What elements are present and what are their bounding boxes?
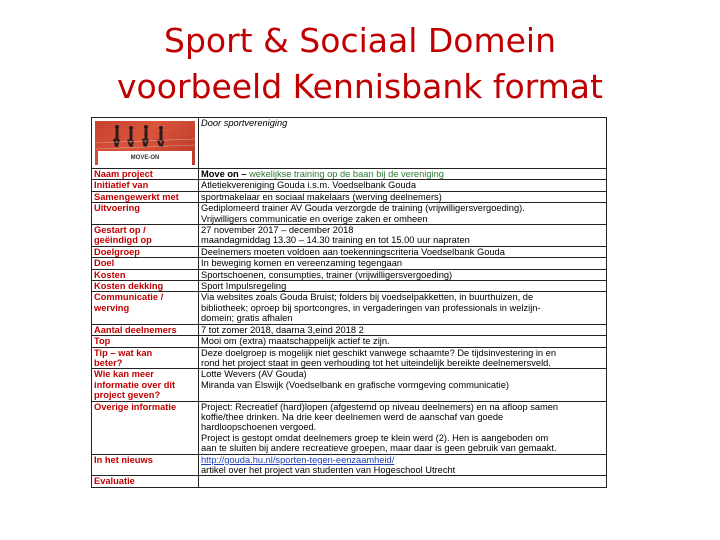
value-line: bibliotheek; oproep bij sportcongres, in vergaderingen van professionals in welzijn- <box>201 302 541 313</box>
row-value: Atletiekvereniging Gouda i.s.m. Voedselbank Gouda <box>199 180 607 191</box>
value-line: Lotte Wevers (AV Gouda) <box>201 369 307 380</box>
value-line: 27 november 2017 – december 2018 <box>201 225 354 236</box>
row-label: Uitvoering <box>92 203 199 225</box>
value-line: hardloopschoenen vergoed. <box>201 422 317 433</box>
table-row <box>92 258 607 269</box>
value-line: Project is gestopt omdat deelnemers groep te klein werd (2). Hen is aangeboden om <box>201 432 549 443</box>
table-row <box>92 169 607 180</box>
row-value: 7 tot zomer 2018, daarna 3,eind 2018 2 <box>199 324 607 335</box>
table-row <box>92 401 607 454</box>
kennisbank-table <box>91 117 607 488</box>
row-value <box>199 292 607 324</box>
row-label: Naam project <box>92 169 199 180</box>
row-value: sportmakelaar en sociaal makelaars (werving deelnemers) <box>199 191 607 202</box>
value-line: Deze doelgroep is mogelijk niet geschikt vanwege schaamte? De tijdsinvestering in en <box>201 347 557 358</box>
table-row <box>92 336 607 347</box>
row-value: Sport Impulsregeling <box>199 281 607 292</box>
table-row <box>92 203 607 225</box>
table-row <box>92 454 607 476</box>
row-value <box>199 169 607 180</box>
value-line: artikel over het project van studenten van Hogeschool Utrecht <box>201 464 456 475</box>
project-name: Move on – <box>201 169 247 179</box>
table-row <box>92 476 607 487</box>
title-line-1: Sport & Sociaal Domein <box>164 21 556 60</box>
row-value <box>199 454 607 476</box>
row-label: Samengewerkt met <box>92 191 199 202</box>
row-label: Overige informatie <box>92 401 199 454</box>
row-value: Deelnemers moeten voldoen aan toekenningscriteria Voedselbank Gouda <box>199 246 607 257</box>
project-description: wekelijkse training op de baan bij de vereniging <box>249 169 444 179</box>
label-line: Tip – wat kan <box>94 347 153 358</box>
row-label: Top <box>92 336 199 347</box>
logo-caption: MOVE-ON <box>98 151 192 165</box>
row-value: Sportschoenen, consumpties, trainer (vrijwilligersvergoeding) <box>199 269 607 280</box>
table-row <box>92 180 607 191</box>
row-value: In beweging komen en vereenzaming tegengaan <box>199 258 607 269</box>
runners-icon <box>95 121 195 151</box>
row-value <box>199 369 607 401</box>
label-line: Wie kan meer <box>94 369 154 380</box>
table-row <box>92 324 607 335</box>
row-value <box>199 401 607 454</box>
row-label: Evaluatie <box>92 476 199 487</box>
table-row <box>92 269 607 280</box>
value-line: Gediplomeerd trainer AV Gouda verzorgde de training (vrijwilligersvergoeding). <box>201 203 525 214</box>
row-label <box>92 225 199 247</box>
value-line: aan te sluiten bij andere recreatieve groepen, maar daar is geen gebruik van gemaakt. <box>201 443 557 454</box>
value-line: domein; gratis afhalen <box>201 313 293 324</box>
row-value <box>199 476 607 487</box>
value-line: rond het project staat in geen verhouding tot het uiteindelijk bereikte deelnemersveld. <box>201 357 551 368</box>
label-line: informatie over dit <box>94 379 176 390</box>
row-value <box>199 347 607 369</box>
row-label: Doelgroep <box>92 246 199 257</box>
table-row <box>92 225 607 247</box>
row-label <box>92 369 199 401</box>
label-line: project geven? <box>94 390 161 401</box>
table-row <box>92 281 607 292</box>
title-line-2: voorbeeld Kennisbank format <box>117 67 603 106</box>
value-line: Project: Recreatief (hard)lopen (afgestemd op niveau deelnemers) en na afloop samen <box>201 401 559 412</box>
row-value: Mooi om (extra) maatschappelijk actief te zijn. <box>199 336 607 347</box>
row-label <box>92 347 199 369</box>
label-line: beter? <box>94 357 123 368</box>
table-row <box>92 292 607 324</box>
row-label: In het nieuws <box>92 454 199 476</box>
value-line: Miranda van Elswijk (Voedselbank en grafische vormgeving communicatie) <box>201 379 509 390</box>
header-subtitle: Door sportvereniging <box>199 118 607 169</box>
row-label: Doel <box>92 258 199 269</box>
row-label: Aantal deelnemers <box>92 324 199 335</box>
row-label <box>92 292 199 324</box>
label-line: Communicatie / <box>94 292 164 303</box>
value-line: koffie/thee drinken. Na drie keer deelnemen werd de aanschaf van goede <box>201 411 504 422</box>
table-row <box>92 347 607 369</box>
value-line: maandagmiddag 13.30 – 14.30 training en tot 15.00 uur napraten <box>201 235 470 246</box>
move-on-logo <box>95 121 195 165</box>
row-label: Initiatief van <box>92 180 199 191</box>
label-line: Gestart op / <box>94 225 146 236</box>
page-title <box>0 18 720 110</box>
row-value <box>199 225 607 247</box>
row-value <box>199 203 607 225</box>
logo-cell <box>92 118 199 169</box>
table-row <box>92 246 607 257</box>
row-label: Kosten <box>92 269 199 280</box>
header-row <box>92 118 607 169</box>
value-line: Vrijwilligers communicatie en overige zaken er omheen <box>201 213 428 224</box>
row-label: Kosten dekking <box>92 281 199 292</box>
label-line: geëindigd op <box>94 235 152 246</box>
table-row <box>92 191 607 202</box>
value-line: Via websites zoals Gouda Bruist; folders bij voedselpakketten, in buurthuizen, de <box>201 292 534 303</box>
label-line: werving <box>94 302 130 313</box>
news-link[interactable]: http://gouda.hu.nl/sporten-tegen-eenzaamheid/ <box>201 454 395 465</box>
table-row <box>92 369 607 401</box>
